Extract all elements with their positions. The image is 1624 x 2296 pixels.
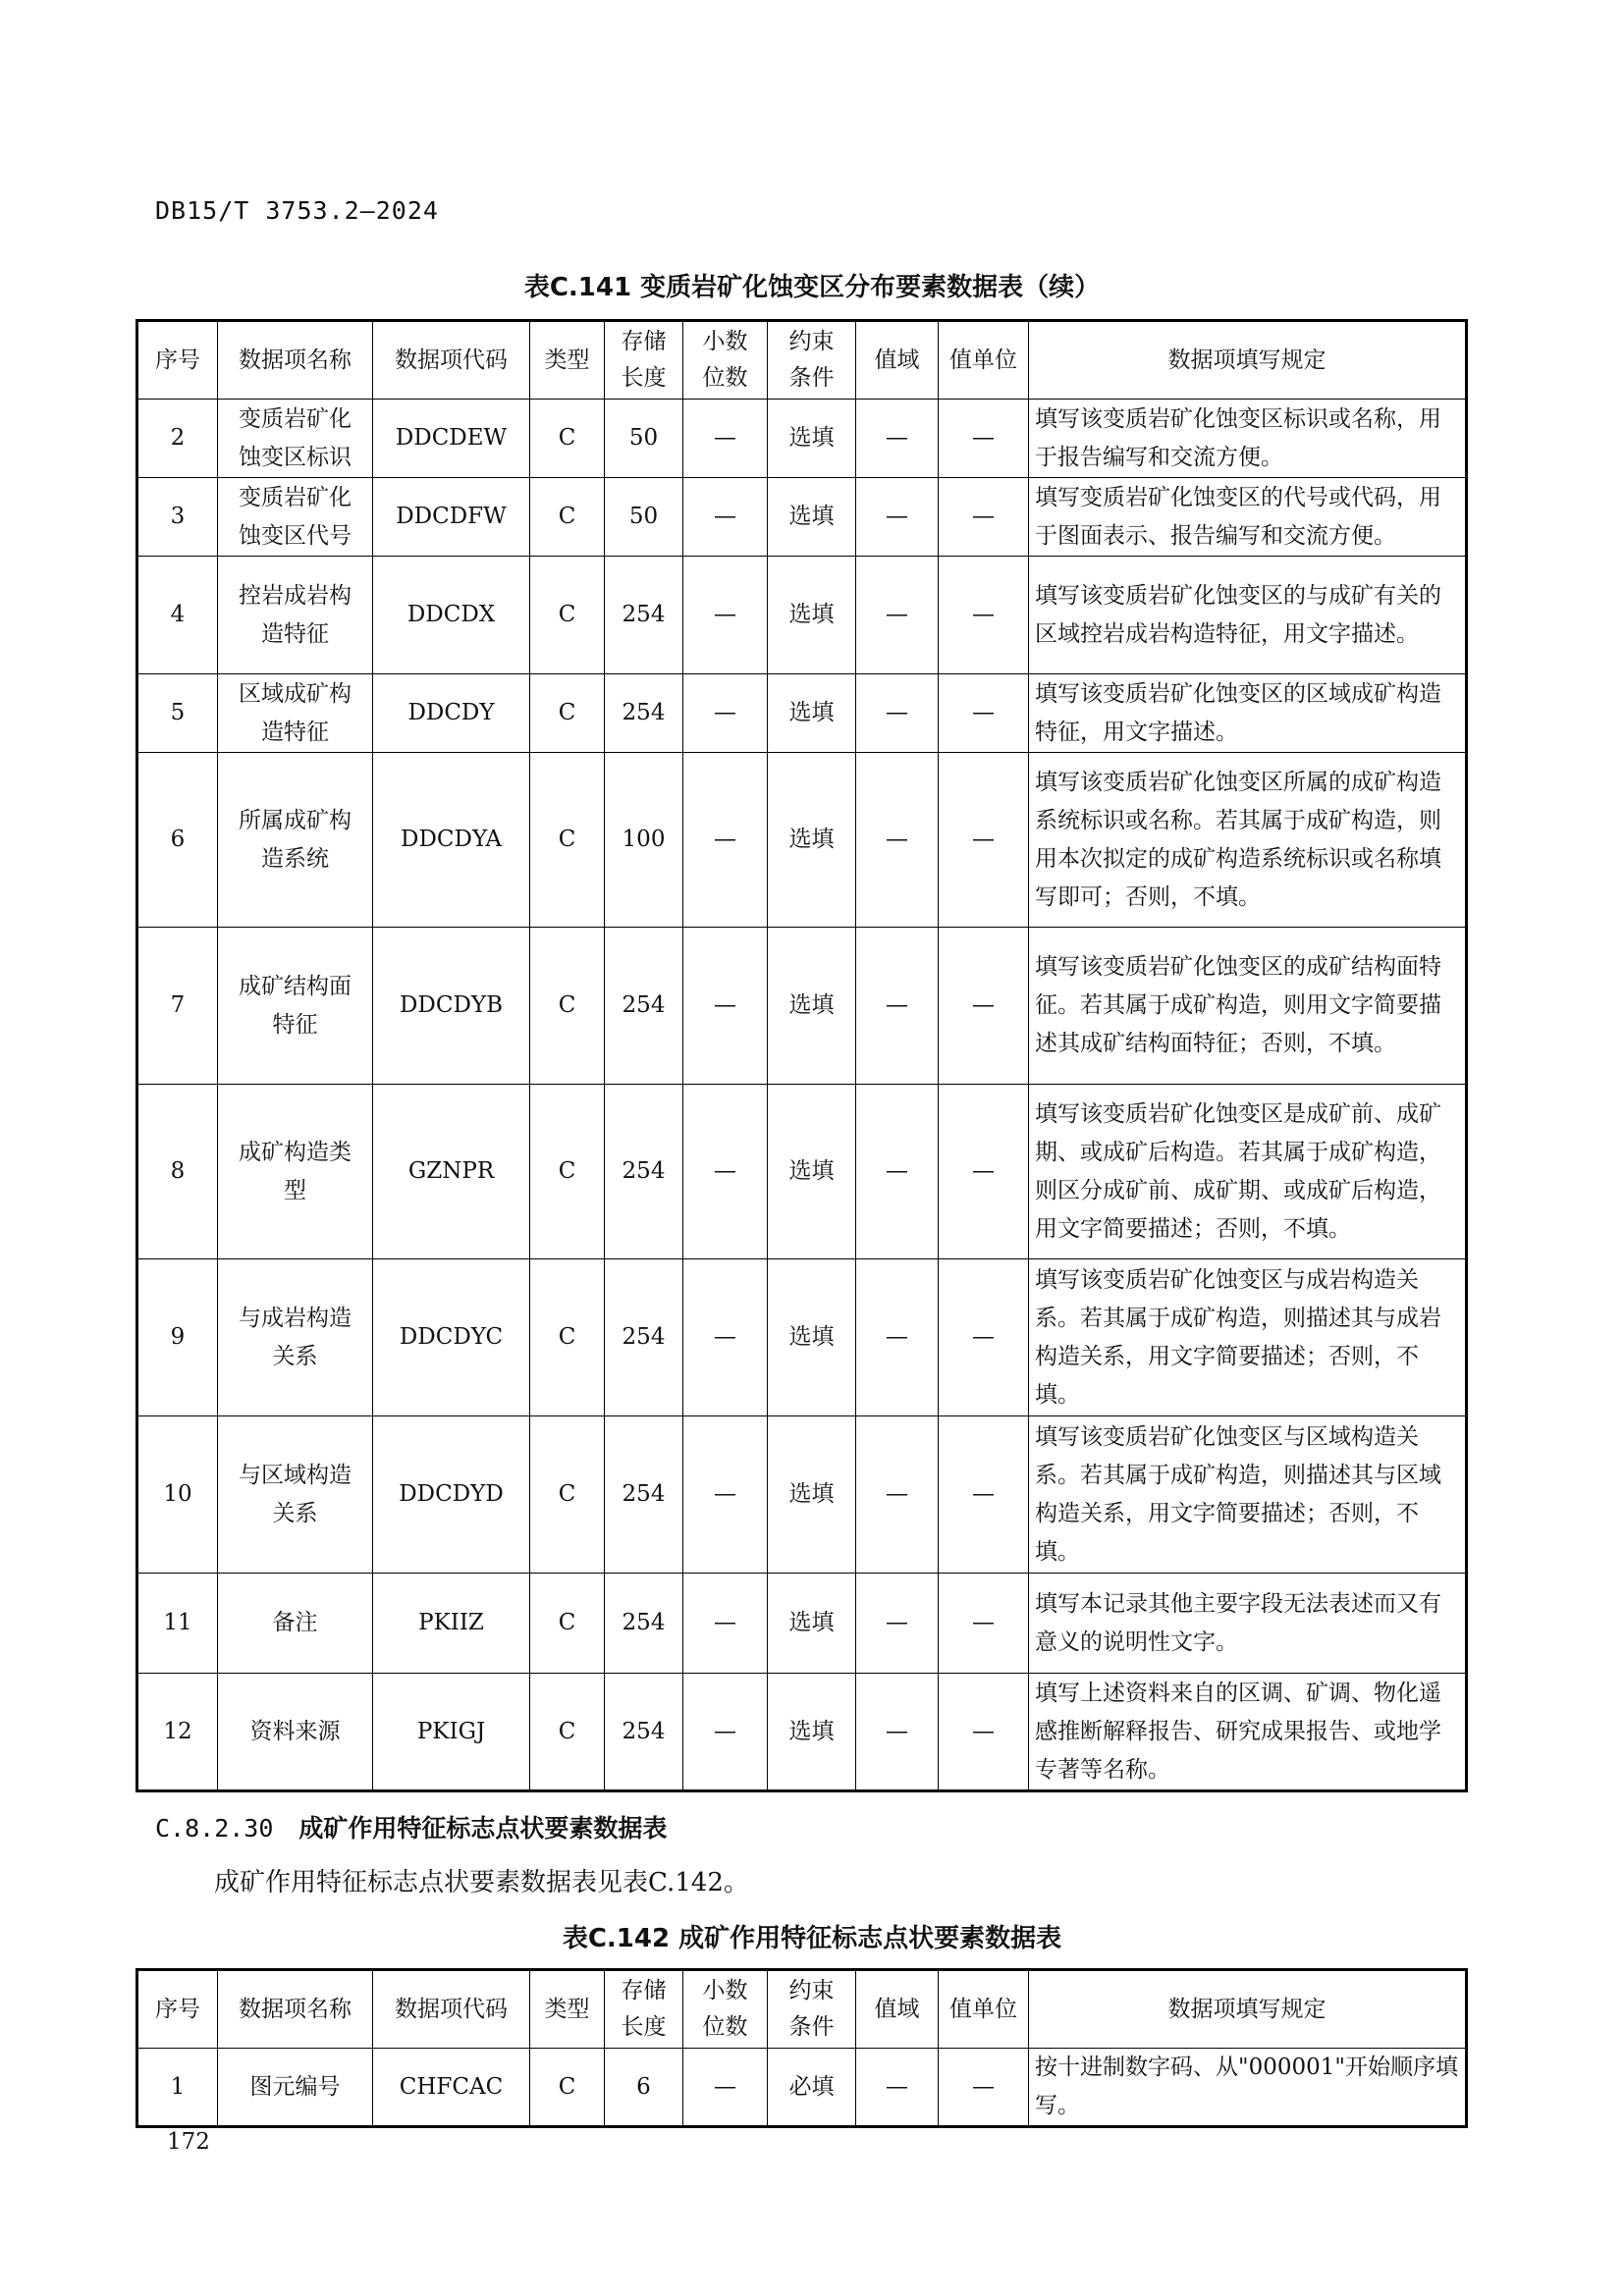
cell-code: DDCDFW: [373, 478, 530, 557]
cell-constraint: 选填: [768, 557, 856, 674]
header-row: [137, 1970, 1467, 2049]
cell-type: C: [530, 400, 605, 478]
table-row: [137, 1674, 1467, 1791]
header-cell-name: 数据项名称: [218, 321, 373, 400]
cell-len: 254: [605, 1085, 683, 1259]
header-cell-code: 数据项代码: [373, 321, 530, 400]
cell-dec: —: [683, 1416, 768, 1574]
cell-code: DDCDX: [373, 557, 530, 674]
section-title: 成矿作用特征标志点状要素数据表: [298, 1814, 668, 1842]
cell-code: DDCDEW: [373, 400, 530, 478]
cell-constraint: 必填: [768, 2049, 856, 2127]
document-code: DB15/T 3753.2—2024: [155, 196, 439, 225]
cell-name: 成矿结构面 特征: [218, 928, 373, 1085]
cell-domain: —: [856, 557, 939, 674]
cell-len: 254: [605, 1674, 683, 1791]
header-cell-code: 数据项代码: [373, 1970, 530, 2049]
header-cell-constraint: 约束 条件: [768, 1970, 856, 2049]
cell-code: PKIGJ: [373, 1674, 530, 1791]
cell-type: C: [530, 928, 605, 1085]
cell-seq: 6: [137, 753, 218, 928]
cell-domain: —: [856, 1574, 939, 1674]
cell-rule: 按十进制数字码、从"000001"开始顺序填写。: [1029, 2049, 1467, 2127]
cell-seq: 3: [137, 478, 218, 557]
cell-domain: —: [856, 928, 939, 1085]
cell-len: 100: [605, 753, 683, 928]
cell-rule: 填写该变质岩矿化蚀变区的与成矿有关的区域控岩成岩构造特征，用文字描述。: [1029, 557, 1467, 674]
header-cell-dec: 小数 位数: [683, 1970, 768, 2049]
cell-name: 区域成矿构 造特征: [218, 674, 373, 753]
cell-type: C: [530, 753, 605, 928]
cell-dec: —: [683, 557, 768, 674]
cell-rule: 填写上述资料来自的区调、矿调、物化遥感推断解释报告、研究成果报告、或地学专著等名称。: [1029, 1674, 1467, 1791]
cell-name: 变质岩矿化 蚀变区标识: [218, 400, 373, 478]
cell-dec: —: [683, 753, 768, 928]
table-row: [137, 928, 1467, 1085]
cell-type: C: [530, 1674, 605, 1791]
cell-rule: 填写该变质岩矿化蚀变区与成岩构造关系。若其属于成矿构造，则描述其与成岩构造关系，用文字简要描述；否则，不填。: [1029, 1259, 1467, 1416]
cell-seq: 1: [137, 2049, 218, 2127]
cell-dec: —: [683, 1259, 768, 1416]
table-row: [137, 557, 1467, 674]
cell-len: 6: [605, 2049, 683, 2127]
cell-len: 254: [605, 1259, 683, 1416]
cell-name: 所属成矿构 造系统: [218, 753, 373, 928]
cell-domain: —: [856, 478, 939, 557]
cell-type: C: [530, 1574, 605, 1674]
cell-type: C: [530, 1085, 605, 1259]
cell-name: 成矿构造类 型: [218, 1085, 373, 1259]
cell-seq: 5: [137, 674, 218, 753]
cell-unit: —: [939, 674, 1029, 753]
header-cell-len: 存储 长度: [605, 1970, 683, 2049]
cell-constraint: 选填: [768, 478, 856, 557]
cell-len: 254: [605, 1416, 683, 1574]
cell-rule: 填写该变质岩矿化蚀变区所属的成矿构造系统标识或名称。若其属于成矿构造，则用本次拟定的成矿构造系统标识或名称填写即可；否则，不填。: [1029, 753, 1467, 928]
cell-domain: —: [856, 1259, 939, 1416]
table-row: [137, 1416, 1467, 1574]
cell-len: 50: [605, 478, 683, 557]
table2-body: [137, 2049, 1467, 2127]
cell-constraint: 选填: [768, 1259, 856, 1416]
cell-seq: 7: [137, 928, 218, 1085]
table-row: [137, 1574, 1467, 1674]
header-cell-constraint: 约束 条件: [768, 321, 856, 400]
table-row: [137, 753, 1467, 928]
table-row: [137, 2049, 1467, 2127]
header-cell-dec: 小数 位数: [683, 321, 768, 400]
header-cell-len: 存储 长度: [605, 321, 683, 400]
table-row: [137, 674, 1467, 753]
header-cell-domain: 值域: [856, 1970, 939, 2049]
cell-constraint: 选填: [768, 400, 856, 478]
section-number: C.8.2.30: [155, 1814, 274, 1842]
header-cell-name: 数据项名称: [218, 1970, 373, 2049]
cell-seq: 4: [137, 557, 218, 674]
table1-header: [137, 321, 1467, 400]
table-row: [137, 1085, 1467, 1259]
header-cell-type: 类型: [530, 1970, 605, 2049]
cell-type: C: [530, 674, 605, 753]
table2-header: [137, 1970, 1467, 2049]
cell-domain: —: [856, 2049, 939, 2127]
cell-name: 控岩成岩构 造特征: [218, 557, 373, 674]
cell-rule: 填写该变质岩矿化蚀变区与区域构造关系。若其属于成矿构造，则描述其与区域构造关系，用文字简要描述；否则，不填。: [1029, 1416, 1467, 1574]
cell-domain: —: [856, 400, 939, 478]
cell-code: GZNPR: [373, 1085, 530, 1259]
cell-name: 资料来源: [218, 1674, 373, 1791]
cell-seq: 10: [137, 1416, 218, 1574]
cell-domain: —: [856, 1416, 939, 1574]
cell-code: DDCDYC: [373, 1259, 530, 1416]
cell-unit: —: [939, 753, 1029, 928]
cell-seq: 12: [137, 1674, 218, 1791]
cell-unit: —: [939, 1674, 1029, 1791]
cell-constraint: 选填: [768, 1574, 856, 1674]
cell-dec: —: [683, 1574, 768, 1674]
cell-code: DDCDYA: [373, 753, 530, 928]
cell-name: 备注: [218, 1574, 373, 1674]
cell-name: 与成岩构造 关系: [218, 1259, 373, 1416]
cell-domain: —: [856, 1085, 939, 1259]
cell-len: 254: [605, 557, 683, 674]
cell-dec: —: [683, 2049, 768, 2127]
header-cell-domain: 值域: [856, 321, 939, 400]
cell-len: 254: [605, 674, 683, 753]
cell-code: CHFCAC: [373, 2049, 530, 2127]
cell-rule: 填写该变质岩矿化蚀变区标识或名称，用于报告编写和交流方便。: [1029, 400, 1467, 478]
page-number: 172: [167, 2129, 210, 2155]
cell-rule: 填写该变质岩矿化蚀变区的成矿结构面特征。若其属于成矿构造，则用文字简要描述其成矿结构面特征；否则，不填。: [1029, 928, 1467, 1085]
cell-unit: —: [939, 1574, 1029, 1674]
table2-caption: 表C.142 成矿作用特征标志点状要素数据表: [562, 1924, 1062, 1953]
cell-len: 254: [605, 1574, 683, 1674]
cell-domain: —: [856, 753, 939, 928]
table1-caption: 表C.141 变质岩矿化蚀变区分布要素数据表（续）: [523, 273, 1101, 302]
header-cell-rule: 数据项填写规定: [1029, 321, 1467, 400]
cell-unit: —: [939, 557, 1029, 674]
header-cell-seq: 序号: [137, 1970, 218, 2049]
header-cell-rule: 数据项填写规定: [1029, 1970, 1467, 2049]
header-cell-unit: 值单位: [939, 1970, 1029, 2049]
section-paragraph: 成矿作用特征标志点状要素数据表见表C.142。: [214, 1868, 749, 1897]
header-cell-type: 类型: [530, 321, 605, 400]
cell-code: DDCDY: [373, 674, 530, 753]
cell-dec: —: [683, 1085, 768, 1259]
table-row: [137, 1259, 1467, 1416]
cell-unit: —: [939, 400, 1029, 478]
cell-constraint: 选填: [768, 674, 856, 753]
cell-constraint: 选填: [768, 1085, 856, 1259]
cell-rule: 填写变质岩矿化蚀变区的代号或代码，用于图面表示、报告编写和交流方便。: [1029, 478, 1467, 557]
cell-len: 50: [605, 400, 683, 478]
table-row: [137, 400, 1467, 478]
cell-type: C: [530, 2049, 605, 2127]
table1: [135, 319, 1468, 1792]
cell-dec: —: [683, 478, 768, 557]
header-cell-unit: 值单位: [939, 321, 1029, 400]
cell-unit: —: [939, 1416, 1029, 1574]
cell-seq: 2: [137, 400, 218, 478]
cell-unit: —: [939, 1259, 1029, 1416]
header-cell-seq: 序号: [137, 321, 218, 400]
cell-unit: —: [939, 928, 1029, 1085]
cell-code: DDCDYB: [373, 928, 530, 1085]
cell-len: 254: [605, 928, 683, 1085]
cell-unit: —: [939, 1085, 1029, 1259]
cell-unit: —: [939, 2049, 1029, 2127]
cell-constraint: 选填: [768, 928, 856, 1085]
cell-dec: —: [683, 400, 768, 478]
cell-type: C: [530, 1416, 605, 1574]
cell-code: PKIIZ: [373, 1574, 530, 1674]
header-row: [137, 321, 1467, 400]
table-row: [137, 478, 1467, 557]
cell-rule: 填写本记录其他主要字段无法表述而又有意义的说明性文字。: [1029, 1574, 1467, 1674]
cell-unit: —: [939, 478, 1029, 557]
cell-domain: —: [856, 1674, 939, 1791]
cell-rule: 填写该变质岩矿化蚀变区的区域成矿构造特征，用文字描述。: [1029, 674, 1467, 753]
cell-dec: —: [683, 674, 768, 753]
section-heading: [155, 1809, 667, 1844]
cell-domain: —: [856, 674, 939, 753]
cell-type: C: [530, 557, 605, 674]
table2: [135, 1968, 1468, 2128]
cell-constraint: 选填: [768, 753, 856, 928]
cell-seq: 9: [137, 1259, 218, 1416]
cell-constraint: 选填: [768, 1416, 856, 1574]
cell-rule: 填写该变质岩矿化蚀变区是成矿前、成矿期、或成矿后构造。若其属于成矿构造，则区分成矿前、成矿期、或成矿后构造，用文字简要描述；否则，不填。: [1029, 1085, 1467, 1259]
cell-constraint: 选填: [768, 1674, 856, 1791]
cell-name: 图元编号: [218, 2049, 373, 2127]
cell-type: C: [530, 478, 605, 557]
cell-type: C: [530, 1259, 605, 1416]
cell-seq: 8: [137, 1085, 218, 1259]
table1-body: [137, 400, 1467, 1791]
cell-name: 变质岩矿化 蚀变区代号: [218, 478, 373, 557]
cell-seq: 11: [137, 1574, 218, 1674]
cell-dec: —: [683, 1674, 768, 1791]
cell-dec: —: [683, 928, 768, 1085]
cell-code: DDCDYD: [373, 1416, 530, 1574]
cell-name: 与区域构造 关系: [218, 1416, 373, 1574]
